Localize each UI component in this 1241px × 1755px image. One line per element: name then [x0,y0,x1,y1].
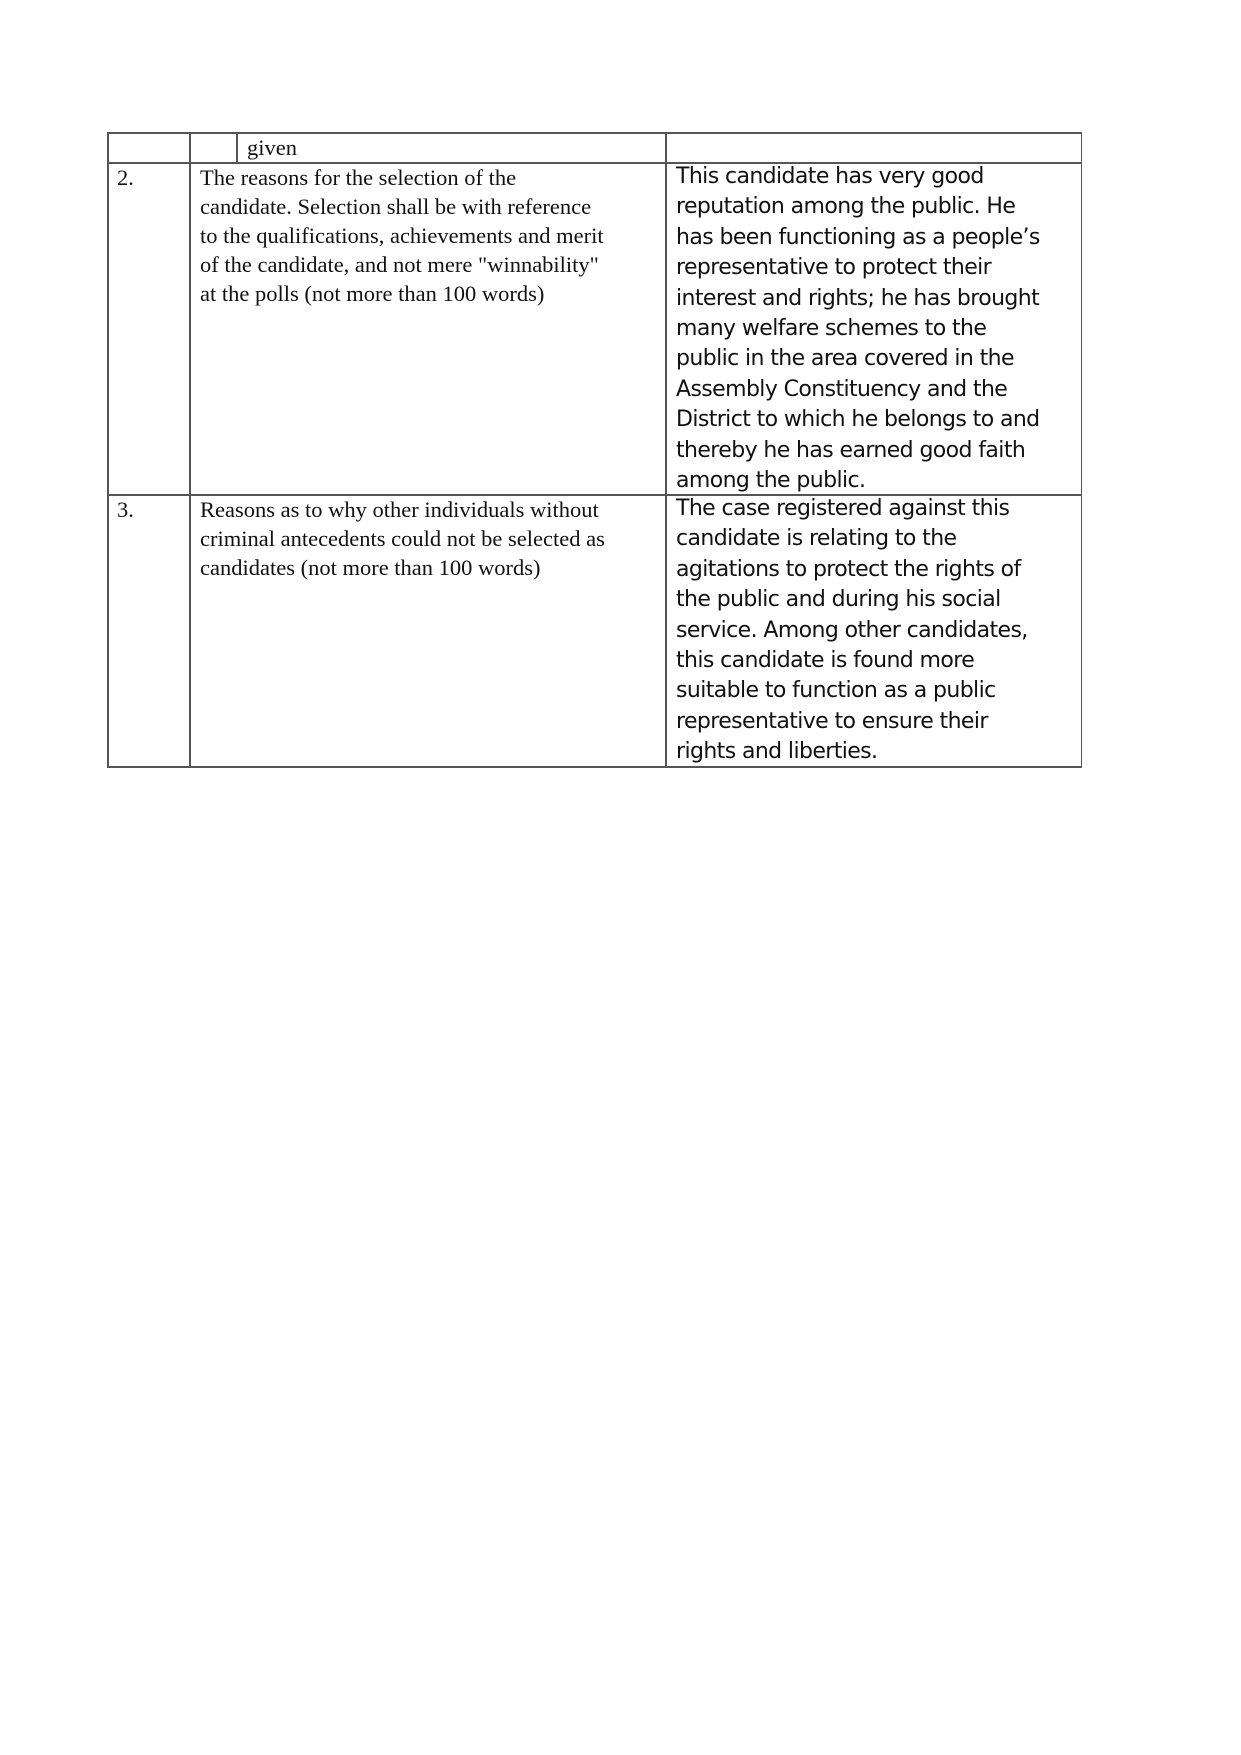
answer-cell [676,162,1040,496]
answer-line: reputation among the public. He [676,194,1016,220]
question-line: candidates (not more than 100 words) [200,555,541,580]
answer-line: service. Among other candidates, [676,617,1028,643]
answer-line: has been functioning as a people’s [676,224,1040,250]
answer-line: The case registered against this [676,496,1010,521]
candidate-reasons-table [107,132,1082,767]
answer-line: agitations to protect the rights of [676,556,1021,582]
question-line: at the polls (not more than 100 words) [200,281,545,306]
question-line: candidate. Selection shall be with reference [200,194,592,219]
answer-line: This candidate has very good [676,164,984,189]
answer-line: many welfare schemes to the [676,316,987,342]
question-line: of the candidate, and not mere "winnability" [200,252,599,277]
table-border-left [107,132,109,767]
answer-line: rights and liberties. [676,739,878,765]
answer-line: District to which he belongs to and [676,407,1040,433]
question-line: Reasons as to why other individuals without [200,497,599,522]
question-cell [200,163,604,308]
question-line: The reasons for the selection of the [200,165,517,190]
answer-line: candidate is relating to the [676,526,957,552]
column-divider [189,132,191,767]
continuation-cell-text: given [247,135,297,160]
answer-line: among the public. [676,468,866,494]
sub-column-divider [236,132,238,163]
column-divider [665,132,667,767]
answer-line: this candidate is found more [676,648,975,674]
answer-line: Assembly Constituency and the [676,376,1008,402]
answer-line: the public and during his social [676,587,1001,613]
answer-line: representative to ensure their [676,708,988,734]
table-border-right [1081,132,1083,767]
question-line: to the qualifications, achievements and merit [200,223,604,248]
row-number: 3. [117,497,134,522]
answer-cell [676,494,1028,768]
question-line: criminal antecedents could not be selected as [200,526,605,551]
row-number: 2. [117,165,134,190]
answer-line: representative to protect their [676,255,992,281]
answer-line: suitable to function as a public [676,678,996,704]
answer-line: public in the area covered in the [676,346,1014,372]
answer-line: thereby he has earned good faith [676,437,1026,463]
answer-line: interest and rights; he has brought [676,285,1040,311]
question-cell [200,495,605,582]
